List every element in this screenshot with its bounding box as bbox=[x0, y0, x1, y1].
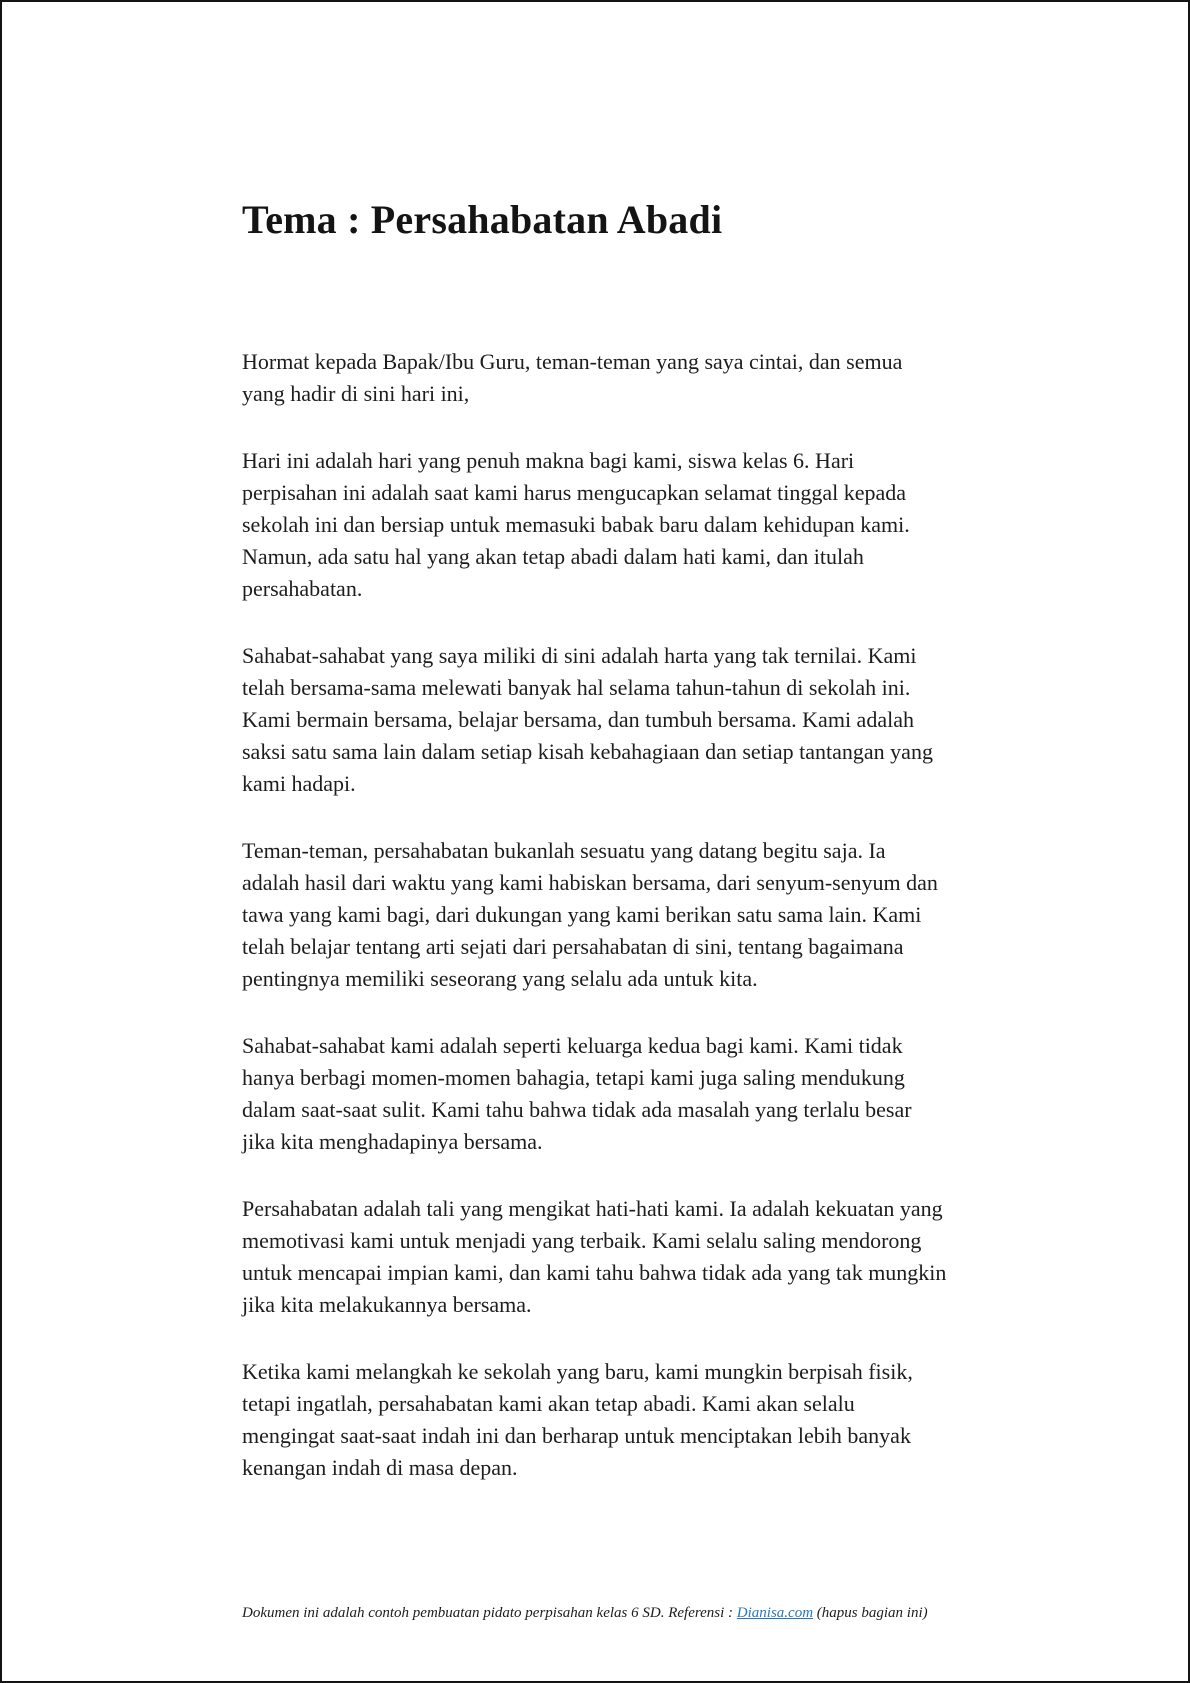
footer-text-after: (hapus bagian ini) bbox=[813, 1605, 928, 1621]
dianisa-link[interactable]: Dianisa.com bbox=[736, 1605, 814, 1621]
footer-note bbox=[242, 1602, 1002, 1624]
document-body bbox=[242, 346, 948, 1519]
paragraph-keluarga: Sahabat-sahabat kami adalah seperti keluarga kedua bagi kami. Kami tidak hanya berbagi momen-momen bahagia, tetapi kami juga saling mendukung dalam saat-saat sulit. Kami tahu bahwa tidak ada masalah yang terlalu besar jika kita menghadapinya bersama. bbox=[242, 1033, 912, 1154]
paragraph-tali: Persahabatan adalah tali yang mengikat hati-hati kami. Ia adalah kekuatan yang memotivasi kami untuk menjadi yang terbaik. Kami selalu saling mendorong untuk mencapai impian kami, dan kami tahu bahwa tidak ada yang tak mungkin jika kita melakukannya bersama. bbox=[242, 1196, 947, 1317]
document-title: Tema : Persahabatan Abadi bbox=[242, 197, 723, 242]
paragraph-temanteman: Teman-teman, persahabatan bukanlah sesuatu yang datang begitu saja. Ia adalah hasil dari waktu yang kami habiskan bersama, dari senyum-senyum dan tawa yang kami bagi, dari dukungan yang kami berikan satu sama lain. Kami telah belajar tentang arti sejati dari persahabatan di sini, tentang bagaimana pentingnya memiliki seseorang yang selalu ada untuk kita. bbox=[242, 838, 938, 991]
paragraph-penutup: Ketika kami melangkah ke sekolah yang baru, kami mungkin berpisah fisik, tetapi ingatlah, persahabatan kami akan tetap abadi. Kami akan selalu mengingat saat-saat indah ini dan berharap untuk menciptakan lebih banyak kenangan indah di masa depan. bbox=[242, 1359, 913, 1480]
paragraph-greeting: Hormat kepada Bapak/Ibu Guru, teman-teman yang saya cintai, dan semua yang hadir di sini hari ini, bbox=[242, 349, 903, 406]
paragraph-opening: Hari ini adalah hari yang penuh makna bagi kami, siswa kelas 6. Hari perpisahan ini adalah saat kami harus mengucapkan selamat tinggal kepada sekolah ini dan bersiap untuk memasuki babak baru dalam kehidupan kami. Namun, ada satu hal yang akan tetap abadi dalam hati kami, dan itulah persahabatan. bbox=[242, 448, 910, 601]
footer-text-before: Dokumen ini adalah contoh pembuatan pidato perpisahan kelas 6 SD. Referensi : bbox=[242, 1605, 737, 1621]
paragraph-sahabat: Sahabat-sahabat yang saya miliki di sini adalah harta yang tak ternilai. Kami telah bersama-sama melewati banyak hal selama tahun-tahun di sekolah ini. Kami bermain bersama, belajar bersama, dan tumbuh bersama. Kami adalah saksi satu sama lain dalam setiap kisah kebahagiaan dan setiap tantangan yang kami hadapi. bbox=[242, 643, 933, 796]
